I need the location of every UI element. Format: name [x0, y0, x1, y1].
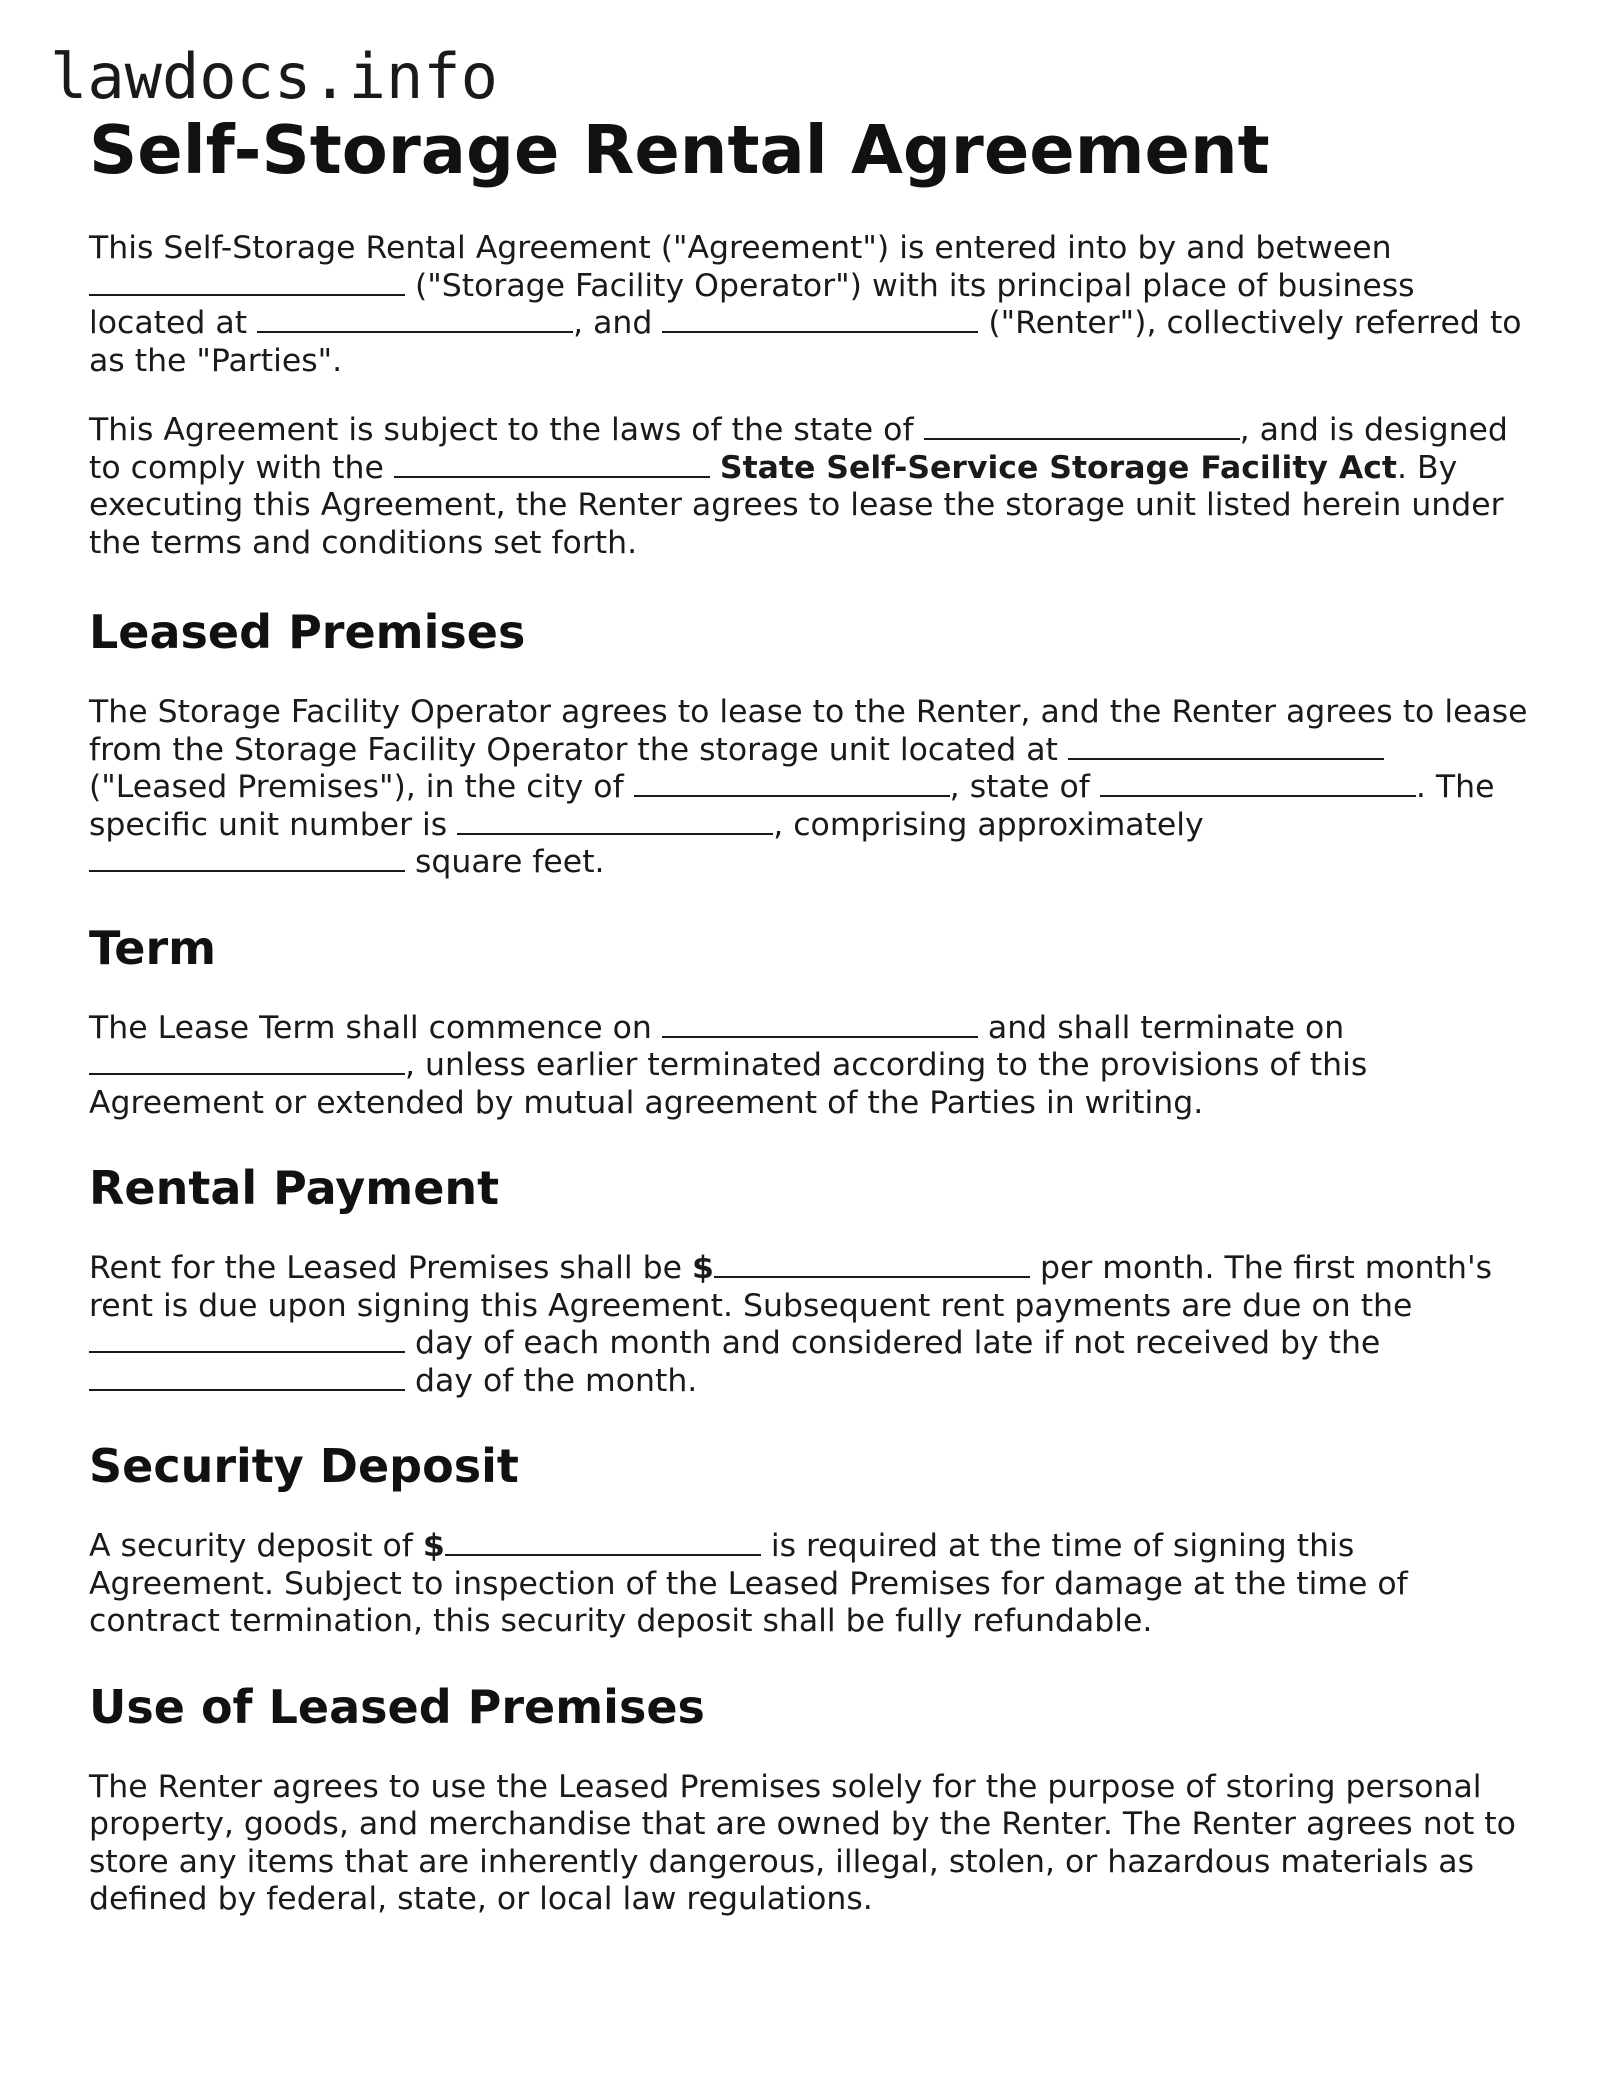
heading-term: Term — [89, 920, 217, 975]
term-paragraph: The Lease Term shall commence on and shall terminate on , unless earlier terminated according to the provisions of this Agreement or extended by mutual agreement of the Parties in writing. — [89, 1009, 1368, 1121]
document-body — [89, 108, 1529, 1919]
heading-security-deposit: Security Deposit — [89, 1439, 519, 1493]
security-deposit-paragraph: A security deposit of $ is required at the time of signing this Agreement. Subject to inspection of the Leased Premises for damage at the time of contract termination, this security deposit shall be fully refundable. — [89, 1528, 1408, 1639]
heading-use-of-leased-premises: Use of Leased Premises — [89, 1679, 705, 1734]
deposit-amount-blank — [445, 1528, 761, 1556]
leased-premises-paragraph: The Storage Facility Operator agrees to lease to the Renter, and the Renter agrees to lease from the Storage Facility Operator the storage unit located at ("Leased Premises"), in the city of , state of . The specific unit number is , comprising approximately square feet. — [89, 694, 1528, 880]
monthly-rent-blank — [714, 1250, 1030, 1278]
state-blank — [1100, 769, 1416, 797]
unit-location-blank — [1068, 732, 1384, 760]
late-day-blank — [89, 1363, 405, 1391]
act-state-blank — [394, 450, 710, 478]
operator-name-blank — [89, 268, 405, 296]
heading-leased-premises: Leased Premises — [89, 605, 526, 659]
due-day-blank — [89, 1325, 405, 1353]
act-name: State Self-Service Storage Facility Act — [719, 449, 1397, 486]
intro-paragraph-governing-law: This Agreement is subject to the laws of the state of , and is designed to comply with the State Self-Service Storage Facility Act. By executing this Agreement, the Renter agrees to lease the storage unit listed herein under the terms and conditions set forth. — [89, 412, 1508, 561]
start-date-blank — [662, 1010, 978, 1038]
heading-rental-payment: Rental Payment — [89, 1161, 500, 1215]
operator-address-blank — [257, 305, 573, 333]
document-title: Self-Storage Rental Agreement — [89, 111, 1270, 189]
rent-currency-symbol: $ — [692, 1250, 714, 1286]
city-blank — [634, 769, 950, 797]
renter-name-blank — [662, 305, 978, 333]
use-of-premises-paragraph: The Renter agrees to use the Leased Premises solely for the purpose of storing personal property, goods, and merchandise that are owned by the Renter. The Renter agrees not to store any items that are inherently dangerous, illegal, stolen, or hazardous materials as defined by federal, state, or local law regulations. — [89, 1768, 1516, 1917]
deposit-currency-symbol: $ — [422, 1528, 445, 1564]
unit-number-blank — [457, 807, 773, 835]
intro-paragraph-parties: This Self-Storage Rental Agreement ("Agreement") is entered into by and between ("Storage Facility Operator") with its principal place of business located at , and ("Renter"), collectively referred to as the "Parties". — [89, 230, 1522, 379]
site-watermark: lawdocs.info — [50, 40, 498, 113]
end-date-blank — [89, 1047, 405, 1075]
square-feet-blank — [89, 844, 405, 872]
rental-payment-paragraph: Rent for the Leased Premises shall be $ per month. The first month's rent is due upon signing this Agreement. Subsequent rent payments are due on the day of each month and considered late if not received by the day of the month. — [89, 1250, 1493, 1399]
governing-state-blank — [924, 412, 1240, 440]
